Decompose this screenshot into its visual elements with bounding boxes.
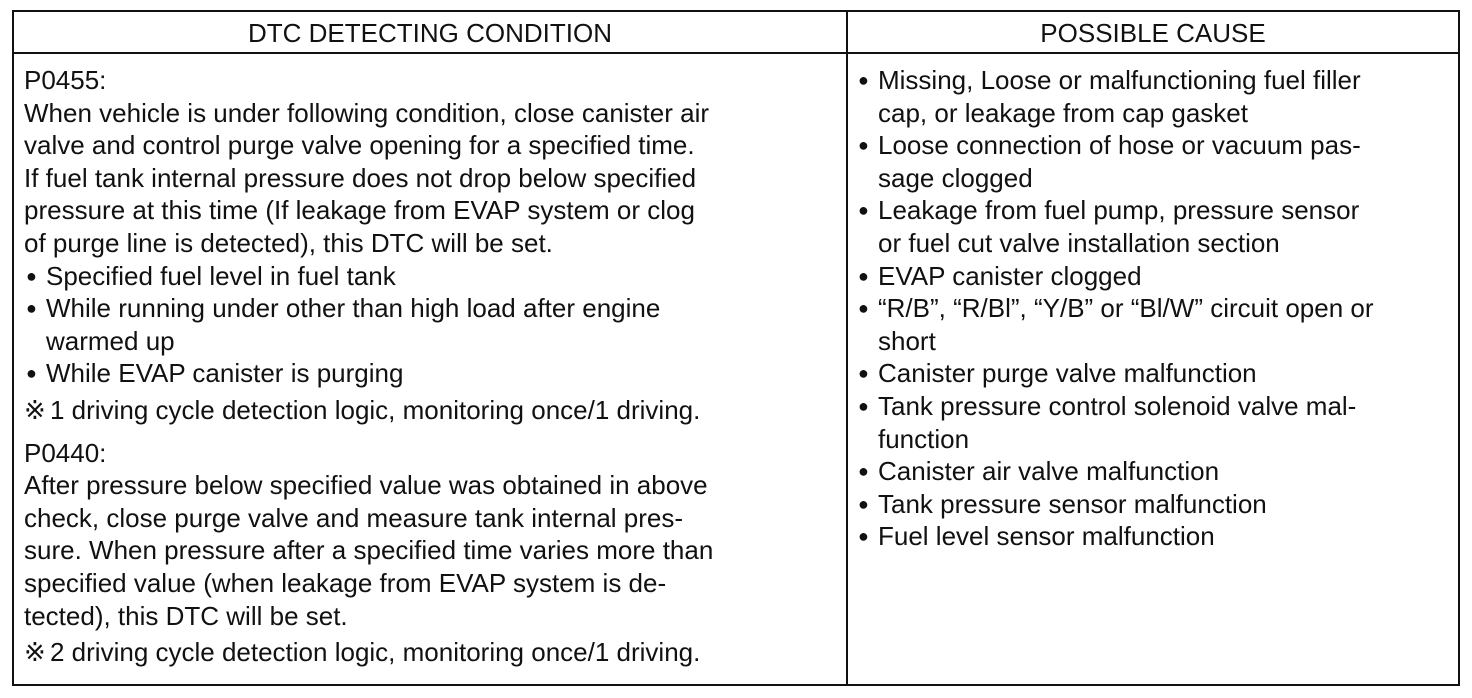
- cause-item: [856, 455, 1456, 488]
- bullet-icon: ●: [858, 363, 869, 384]
- text-line: “R/B”, “R/Bl”, “Y/B” or “Bl/W” circuit open or: [878, 293, 1374, 324]
- text-line: function: [878, 423, 970, 454]
- cause-item: [856, 520, 1456, 553]
- column-divider: [846, 12, 848, 684]
- text-line: or fuel cut valve installation section: [878, 227, 1280, 258]
- cause-item: [856, 260, 1456, 293]
- text-line: When vehicle is under following condition, close canister air: [24, 97, 710, 128]
- bullet-icon: ●: [858, 265, 869, 286]
- table-header: [14, 12, 1458, 54]
- text-line: specified value (when leakage from EVAP system is de-: [24, 567, 667, 598]
- text-line: EVAP canister clogged: [878, 260, 1142, 291]
- note-mark-icon: ※: [24, 637, 46, 668]
- bullet-icon: ●: [26, 363, 37, 384]
- text-line: After pressure below specified value was obtained in above: [24, 470, 708, 501]
- text-line: sage clogged: [878, 162, 1033, 193]
- note-2: [24, 636, 844, 669]
- text-line: pressure at this time (If leakage from EVAP system or clog: [24, 195, 695, 226]
- bullet-icon: ●: [858, 395, 869, 416]
- p0455-description: [24, 97, 844, 260]
- text-line: check, close purge valve and measure tank internal pres-: [24, 502, 684, 533]
- text-line: Missing, Loose or malfunctioning fuel filler: [878, 65, 1361, 95]
- text-line: Tank pressure control solenoid valve mal-: [878, 390, 1357, 421]
- text-line: If fuel tank internal pressure does not drop below specified: [24, 162, 697, 193]
- text-line: short: [878, 325, 936, 356]
- p0455-condition-item: [24, 292, 844, 357]
- bullet-icon: ●: [858, 461, 869, 482]
- text-line: valve and control purge valve opening for a specified time.: [24, 130, 695, 161]
- cause-item: [856, 390, 1456, 455]
- cause-item: [856, 194, 1456, 259]
- p0455-condition-item: [24, 357, 844, 390]
- p0440-code: P0440:: [24, 437, 107, 468]
- bullet-icon: ●: [858, 200, 869, 221]
- bullet-icon: ●: [858, 70, 869, 90]
- text-line: Tank pressure sensor malfunction: [878, 488, 1267, 519]
- bullet-icon: ●: [858, 493, 869, 514]
- header-dtc-detecting-condition: DTC DETECTING CONDITION: [248, 18, 612, 48]
- text-line: Canister purge valve malfunction: [878, 358, 1257, 389]
- bullet-icon: ●: [26, 265, 37, 286]
- note-text: 1 driving cycle detection logic, monitoring once/1 driving.: [50, 394, 701, 425]
- cause-column: [856, 64, 1456, 553]
- header-possible-cause: POSSIBLE CAUSE: [1040, 18, 1266, 48]
- bullet-icon: ●: [858, 526, 869, 547]
- bullet-icon: ●: [858, 135, 869, 156]
- dtc-table: [12, 10, 1460, 686]
- text-line: Loose connection of hose or vacuum pas-: [878, 130, 1361, 161]
- cause-item: [856, 292, 1456, 357]
- text-line: cap, or leakage from cap gasket: [878, 97, 1248, 128]
- text-line: Fuel level sensor malfunction: [878, 521, 1215, 552]
- text-line: sure. When pressure after a specified time varies more than: [24, 535, 714, 566]
- text-line: of purge line is detected), this DTC will be set.: [24, 227, 553, 258]
- text-line: While EVAP canister is purging: [46, 358, 404, 389]
- text-line: warmed up: [46, 325, 175, 356]
- cause-item: [856, 64, 1456, 129]
- text-line: Leakage from fuel pump, pressure sensor: [878, 195, 1360, 226]
- cause-item: [856, 488, 1456, 521]
- bullet-icon: ●: [858, 298, 869, 319]
- text-line: Canister air valve malfunction: [878, 456, 1220, 487]
- p0440-description: [24, 469, 844, 632]
- condition-column: [24, 64, 844, 669]
- cause-item: [856, 129, 1456, 194]
- note-1: [24, 394, 844, 427]
- text-line: While running under other than high load after engine: [46, 293, 661, 324]
- bullet-icon: ●: [26, 298, 37, 319]
- p0455-code: P0455:: [24, 65, 107, 95]
- text-line: tected), this DTC will be set.: [24, 600, 348, 631]
- cause-item: [856, 357, 1456, 390]
- note-text: 2 driving cycle detection logic, monitoring once/1 driving.: [50, 637, 701, 668]
- note-mark-icon: ※: [24, 394, 46, 425]
- text-line: Specified fuel level in fuel tank: [46, 260, 396, 291]
- p0455-condition-item: [24, 260, 844, 293]
